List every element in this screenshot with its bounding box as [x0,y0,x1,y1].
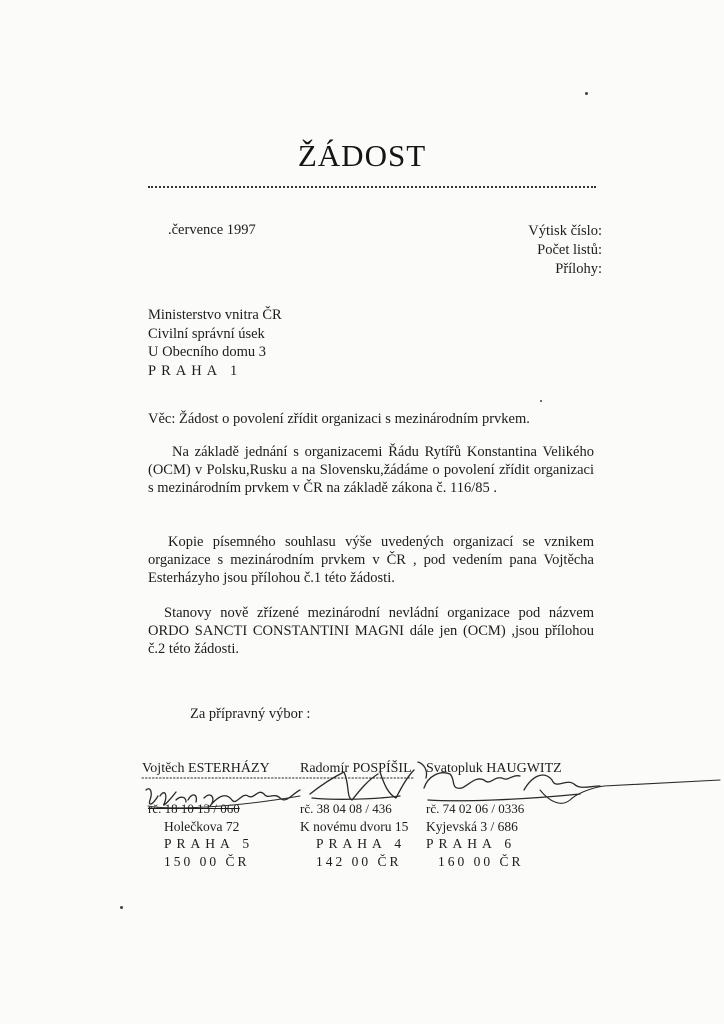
recipient-line-2: Civilní správní úsek [148,325,265,342]
signatory-city: PRAHA 6 [426,836,517,851]
scan-speck [120,906,123,909]
signatory-name: Vojtěch ESTERHÁZY [142,761,270,776]
document-title: ŽÁDOST [297,138,427,173]
signatory-street: Holečkova 72 [164,818,240,834]
body-paragraph-1: Na základě jednání s organizacemi Řádu Rytířů Konstantina Velikého (OCM) v Polsku,Rusku a na Slovensku,žádáme o povolení zřídit organizaci s mezinárodním prvkem v ČR na základě zákona č. 116/85 . [148,444,594,496]
attachments-label: Přílohy: [555,261,602,277]
body-paragraph-2: Kopie písemného souhlasu výše uvedených organizací se vznikem organizace s mezinárodním prvkem v ČR , pod vedením pana Vojtěcha Esterházyho jsou přílohou č.1 této žádosti. [148,534,594,586]
signature-1 [146,789,300,808]
signature-3 [424,773,720,803]
committee-label: Za přípravný výbor : [190,706,311,722]
signatory-rc: rč. 38 04 08 / 436 [300,801,392,816]
signatory-zip: 142 00 ČR [316,853,402,869]
signatory-name: Radomír POSPÍŠIL [300,761,412,776]
signatory-city: PRAHA 4 [316,836,407,851]
signatory-rc: rč. 74 02 06 / 0336 [426,801,525,816]
body-paragraph-3: Stanovy nově zřízené mezinárodní nevládní organizace pod názvem ORDO SANCTI CONSTANTINI MAGNI dále jen (OCM) ,jsou přílohou č.2 této žádosti. [148,605,594,657]
recipient-line-4: PRAHA 1 [148,362,243,379]
signatory-name: Svatopluk HAUGWITZ [426,761,562,776]
signatory-zip: 150 00 ČR [164,853,250,869]
copy-number-label: Výtisk číslo: [528,223,602,239]
scan-speck [585,92,588,95]
signature-2 [310,762,427,800]
recipient-line-1: Ministerstvo vnitra ČR [148,307,282,323]
subject-line: Věc: Žádost o povolení zřídit organizaci s mezinárodním prvkem. [148,411,530,427]
signatory-rc: rč. 18 10 13 / 060 [148,801,240,816]
signatory-zip: 160 00 ČR [438,853,524,869]
signatory-street: Kyjevská 3 / 686 [426,818,518,834]
page-count-label: Počet listů: [537,242,602,258]
recipient-line-3: U Obecního domu 3 [148,344,266,360]
scan-speck [540,400,542,402]
signatory-street: K novému dvoru 15 [300,818,409,834]
document-date: .července 1997 [168,222,256,238]
signatory-city: PRAHA 5 [164,836,255,851]
